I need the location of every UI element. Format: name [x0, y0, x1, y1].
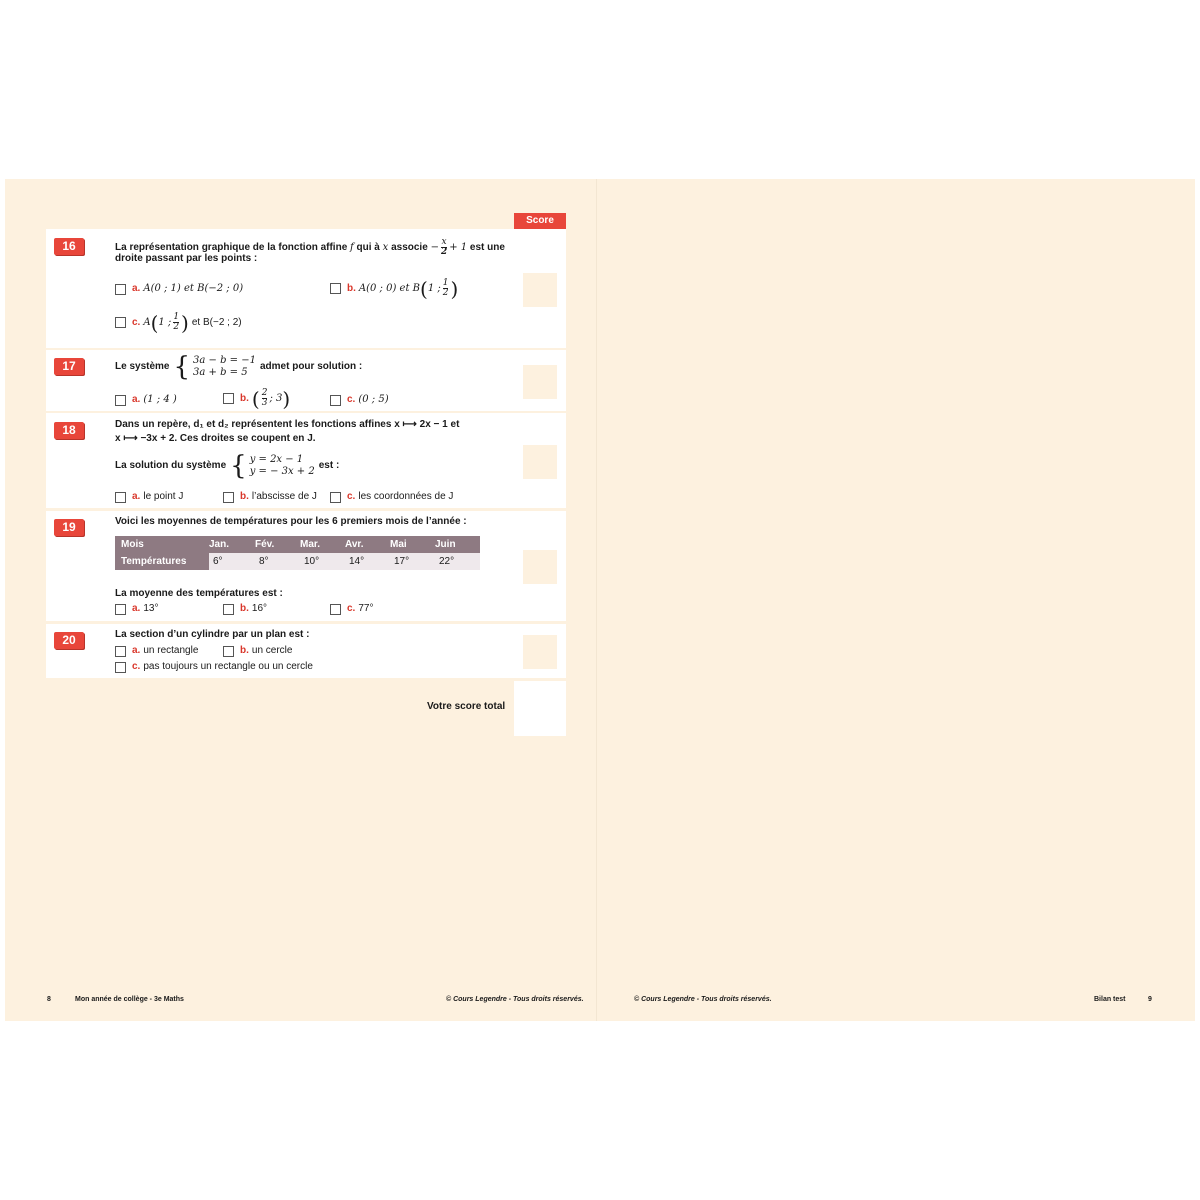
checkbox[interactable] — [330, 604, 341, 615]
table-cell: 22° — [435, 553, 480, 570]
checkbox[interactable] — [330, 492, 341, 503]
question-number: 17 — [54, 358, 84, 375]
option-a[interactable]: a. le point J — [115, 490, 183, 504]
question-16 — [46, 229, 566, 348]
option-c[interactable]: c. (0 ; 5) — [330, 393, 389, 407]
option-a[interactable]: a. 13° — [115, 602, 158, 616]
question-18 — [46, 413, 566, 508]
option-b[interactable]: b. ( $\frac{2}{3}$ ; 3 ) — [223, 389, 290, 408]
table-cell: 10° — [300, 553, 345, 570]
footer-title-right: Bilan test — [1094, 996, 1126, 1003]
option-a[interactable]: a. A(0 ; 1) et B(−2 ; 0) — [115, 282, 243, 296]
score-box[interactable] — [523, 365, 557, 399]
footer-copyright-left: © Cours Legendre - Tous droits réservés. — [446, 996, 584, 1003]
question-text: La représentation graphique de la fonction affine f qui à x associe − $\frac{x}{2}$ + 1 est une — [115, 237, 505, 257]
table-cell: 6° — [209, 553, 255, 570]
question-20 — [46, 624, 566, 678]
checkbox[interactable] — [115, 662, 126, 673]
option-a[interactable]: a. (1 ; 4 ) — [115, 393, 177, 407]
table-cell: 14° — [345, 553, 390, 570]
checkbox[interactable] — [223, 393, 234, 404]
option-b[interactable]: b. 16° — [223, 602, 267, 616]
checkbox[interactable] — [115, 492, 126, 503]
checkbox[interactable] — [223, 604, 234, 615]
table-row — [115, 553, 480, 570]
table-header-cell: Mai — [390, 536, 435, 553]
checkbox[interactable] — [115, 317, 126, 328]
question-number: 20 — [54, 632, 84, 649]
checkbox[interactable] — [115, 395, 126, 406]
table-header-row — [115, 536, 480, 553]
checkbox[interactable] — [330, 283, 341, 294]
question-text-line2: droite passant par les points : — [115, 253, 258, 264]
checkbox[interactable] — [115, 646, 126, 657]
checkbox[interactable] — [115, 284, 126, 295]
checkbox[interactable] — [223, 492, 234, 503]
footer-page-number-right: 9 — [1148, 996, 1152, 1003]
question-text: Le système { 3a − b = −1 3a + b = 5 admet pour solution : — [115, 352, 363, 382]
option-a[interactable]: a. un rectangle — [115, 644, 198, 658]
option-c[interactable]: c. A ( 1 ; $\frac{1}{2}$ ) et B(−2 ; 2) — [115, 313, 242, 332]
checkbox[interactable] — [330, 395, 341, 406]
question-17 — [46, 350, 566, 411]
checkbox[interactable] — [223, 646, 234, 657]
table-row-label: Températures — [115, 553, 209, 570]
question-text-line2: La moyenne des températures est : — [115, 588, 283, 599]
total-score-box[interactable] — [514, 681, 566, 736]
question-text: La section d’un cylindre par un plan est : — [115, 629, 310, 640]
footer-title-left: Mon année de collège - 3e Maths — [75, 996, 184, 1003]
option-b[interactable]: b. un cercle — [223, 644, 292, 658]
question-19 — [46, 511, 566, 621]
question-system: La solution du système { y = 2x − 1 y = − 3x + 2 est : — [115, 451, 340, 481]
table-header-cell: Mar. — [300, 536, 345, 553]
page-gutter — [596, 179, 597, 1021]
table-header-cell: Avr. — [345, 536, 390, 553]
footer-copyright-right: © Cours Legendre - Tous droits réservés. — [634, 996, 772, 1003]
question-text-line1: Dans un repère, d₁ et d₂ représentent les fonctions affines x ⟼ 2x − 1 et — [115, 419, 460, 430]
temperature-table — [115, 536, 480, 570]
table-cell: 8° — [255, 553, 300, 570]
table-header-cell: Mois — [115, 536, 209, 553]
score-header: Score — [514, 213, 566, 229]
table-header-cell: Juin — [435, 536, 480, 553]
question-number: 19 — [54, 519, 84, 536]
question-text-line2: x ⟼ −3x + 2. Ces droites se coupent en J. — [115, 433, 316, 444]
table-header-cell: Fév. — [255, 536, 300, 553]
score-box[interactable] — [523, 550, 557, 584]
option-c[interactable]: c. pas toujours un rectangle ou un cercle — [115, 660, 313, 674]
score-box[interactable] — [523, 273, 557, 307]
table-cell: 17° — [390, 553, 435, 570]
score-box[interactable] — [523, 445, 557, 479]
table-header-cell: Jan. — [209, 536, 255, 553]
question-number: 16 — [54, 238, 84, 255]
question-text-line1: Voici les moyennes de températures pour les 6 premiers mois de l’année : — [115, 516, 467, 527]
score-box[interactable] — [523, 635, 557, 669]
option-c[interactable]: c. les coordonnées de J — [330, 490, 453, 504]
checkbox[interactable] — [115, 604, 126, 615]
question-number: 18 — [54, 422, 84, 439]
option-b[interactable]: b. A(0 ; 0) et B ( 1 ; $\frac{1}{2}$ ) — [330, 279, 458, 298]
option-c[interactable]: c. 77° — [330, 602, 373, 616]
total-score-label: Votre score total — [427, 701, 506, 712]
option-b[interactable]: b. l’abscisse de J — [223, 490, 317, 504]
footer-page-number-left: 8 — [47, 996, 51, 1003]
